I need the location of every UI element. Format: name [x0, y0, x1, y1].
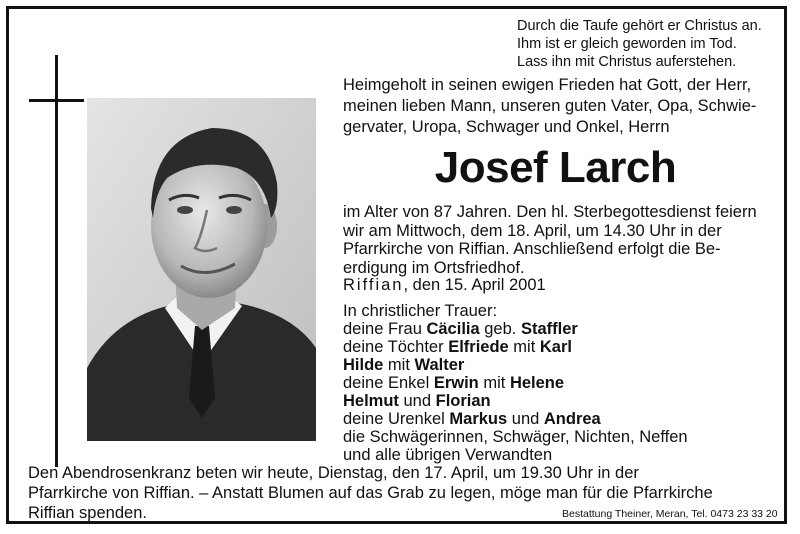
mourner-name: Markus	[449, 410, 508, 428]
cross-vertical-bar	[55, 55, 58, 467]
verse-line: Durch die Taufe gehört er Christus an.	[517, 18, 762, 34]
mourners-list	[343, 302, 773, 464]
mourner-line: und alle übrigen Verwandten	[343, 446, 553, 464]
intro-text	[343, 75, 768, 138]
place-name: Riffian	[343, 276, 404, 294]
details-line: im Alter von 87 Jahren. Den hl. Sterbegottesdienst feiern	[343, 203, 757, 221]
footer-line: Den Abendrosenkranz beten wir heute, Dienstag, den 17. April, um 19.30 Uhr in der	[28, 464, 639, 482]
mourner-line	[343, 410, 773, 428]
mourner-relation: und	[507, 410, 544, 428]
mourner-name: Staffler	[520, 320, 578, 338]
mourner-name: Walter	[414, 356, 465, 374]
service-details	[343, 203, 773, 277]
mourner-relation: und	[398, 392, 436, 410]
verse-line: Lass ihn mit Christus auferstehen.	[517, 54, 737, 70]
mourner-name: Florian	[435, 392, 491, 410]
mourner-relation: mit	[383, 356, 415, 374]
intro-line: Heimgeholt in seinen ewigen Frieden hat Gott, der Herr,	[343, 76, 752, 94]
details-line: erdigung im Ortsfriedhof.	[343, 258, 525, 277]
mourner-line	[343, 320, 773, 338]
baptism-verse	[517, 17, 787, 71]
mourner-name: Erwin	[433, 374, 479, 392]
mourner-relation: geb.	[479, 320, 521, 338]
mourner-line	[343, 374, 773, 392]
mourner-relation: mit	[508, 338, 540, 356]
mourner-name: Helene	[509, 374, 565, 392]
undertaker-credit: Bestattung Theiner, Meran, Tel. 0473 23 33 20	[562, 508, 778, 520]
mourner-name: Elfriede	[448, 338, 509, 356]
mourner-line: die Schwägerinnen, Schwäger, Nichten, Neffen	[343, 428, 688, 446]
portrait-photo	[87, 98, 316, 441]
mourners-heading: In christlicher Trauer:	[343, 302, 498, 320]
notice-date: , den 15. April 2001	[403, 276, 546, 294]
mourner-name: Andrea	[543, 410, 601, 428]
mourner-relation: mit	[478, 374, 510, 392]
footer-line: Pfarrkirche von Riffian. – Anstatt Blumen auf das Grab zu legen, möge man für die Pfarrkirche	[28, 484, 713, 502]
mourner-line	[343, 356, 773, 374]
intro-line: gervater, Uropa, Schwager und Onkel, Herrn	[343, 118, 670, 136]
deceased-name: Josef Larch	[434, 143, 677, 192]
mourner-name: Cäcilia	[426, 320, 480, 338]
mourner-relation: deine Töchter	[343, 338, 449, 356]
cross-horizontal-bar	[29, 99, 84, 102]
intro-line: meinen lieben Mann, unseren guten Vater, Opa, Schwie-	[343, 97, 757, 115]
mourner-line	[343, 338, 773, 356]
mourner-relation: deine Enkel	[343, 374, 434, 392]
details-line: wir am Mittwoch, dem 18. April, um 14.30 Uhr in der	[343, 221, 722, 240]
details-line: Pfarrkirche von Riffian. Anschließend erfolgt die Be-	[343, 240, 721, 258]
mourner-name: Hilde	[343, 356, 384, 374]
mourner-relation: deine Urenkel	[343, 410, 450, 428]
mourner-line	[343, 392, 773, 410]
verse-line: Ihm ist er gleich geworden im Tod.	[517, 36, 737, 52]
footer-line: Riffian spenden.	[28, 504, 147, 522]
mourner-relation: deine Frau	[343, 320, 427, 338]
mourner-name: Karl	[539, 338, 572, 356]
mourner-name: Helmut	[343, 392, 399, 410]
place-date	[343, 276, 546, 295]
